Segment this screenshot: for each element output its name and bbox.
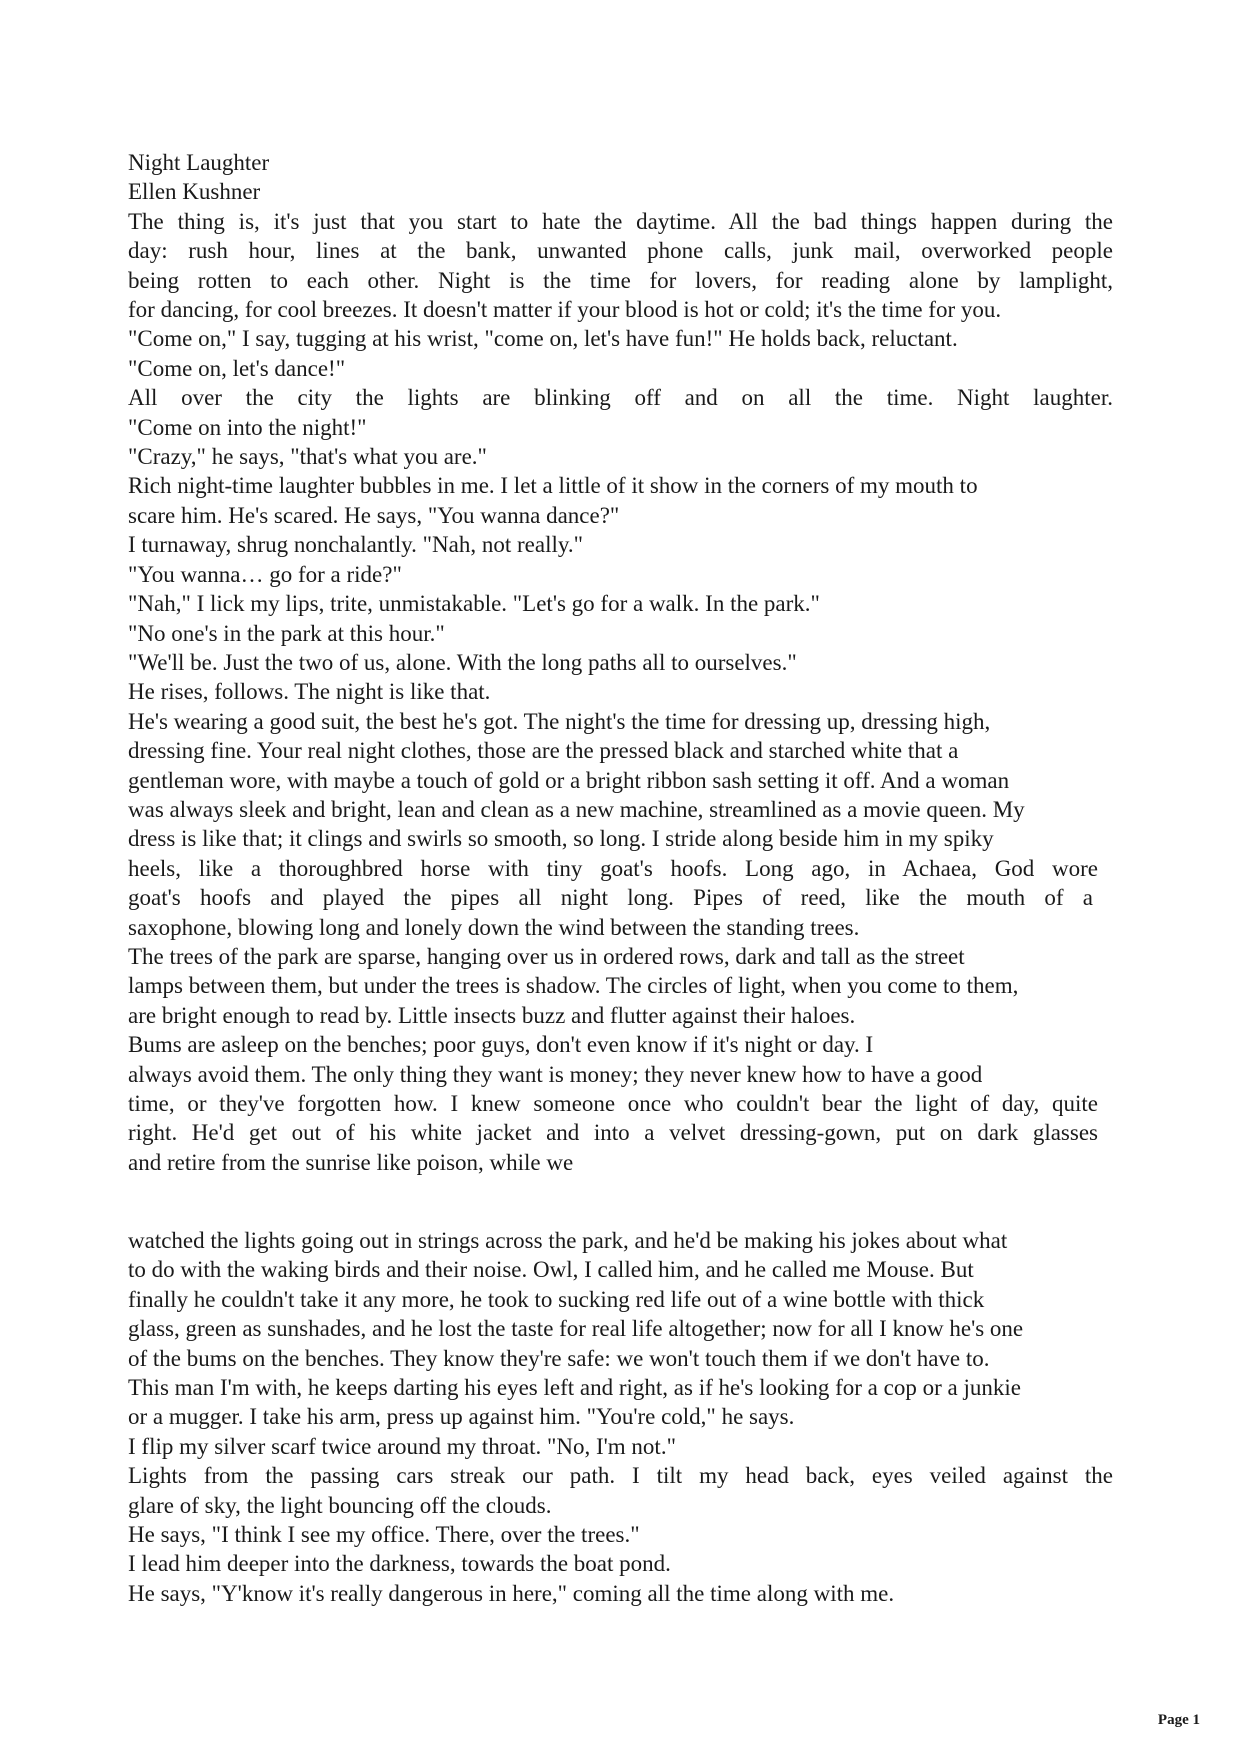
text-line: "Crazy," he says, "that's what you are." [128,444,487,470]
text-line: day: rush hour, lines at the bank, unwanted phone calls, junk mail, overworked people [128,238,1113,264]
text-line: always avoid them. The only thing they want is money; they never knew how to have a good [128,1061,983,1087]
text-line: I flip my silver scarf twice around my throat. "No, I'm not." [128,1433,676,1459]
text-line: glass, green as sunshades, and he lost the taste for real life altogether; now for all I know he's one [128,1316,1024,1342]
text-line: He rises, follows. The night is like that. [128,679,491,705]
text-line: I lead him deeper into the darkness, towards the boat pond. [128,1551,671,1577]
text-line: "Come on, let's dance!" [128,355,346,381]
text-line: I turnaway, shrug nonchalantly. "Nah, not really." [128,532,584,558]
text-line: He's wearing a good suit, the best he's got. The night's the time for dressing up, dressing high, [128,708,991,734]
text-line: watched the lights going out in strings across the park, and he'd be making his jokes about what [128,1228,1008,1253]
text-line: dressing fine. Your real night clothes, those are the pressed black and starched white that a [128,738,959,764]
text-line: scare him. He's scared. He says, "You wanna dance?" [128,502,620,528]
text-line: This man I'm with, he keeps darting his eyes left and right, as if he's looking for a cop or a junkie [128,1375,1021,1401]
page-number: Page 1 [1157,1712,1200,1728]
story-author: Ellen Kushner [128,179,261,205]
text-line: "No one's in the park at this hour." [128,620,445,646]
text-line: time, or they've forgotten how. I knew someone once who couldn't bear the light of day, quite [128,1091,1098,1116]
text-line: and retire from the sunrise like poison, while we [128,1149,574,1175]
text-line: He says, "Y'know it's really dangerous in here," coming all the time along with me. [128,1580,895,1606]
text-line: right. He'd get out of his white jacket and into a velvet dressing-gown, put on dark glasses [128,1120,1098,1146]
text-line: "Come on," I say, tugging at his wrist, "come on, let's have fun!" He holds back, reluctant. [128,326,958,352]
text-line: The thing is, it's just that you start to hate the daytime. All the bad things happen during the [128,208,1113,234]
text-line: gentleman wore, with maybe a touch of gold or a bright ribbon sash setting it off. And a woman [128,767,1010,793]
text-line: are bright enough to read by. Little insects buzz and flutter against their haloes. [128,1002,856,1028]
text-line: Lights from the passing cars streak our path. I tilt my head back, eyes veiled against the [128,1463,1113,1489]
text-line: or a mugger. I take his arm, press up against him. "You're cold," he says. [128,1404,795,1430]
text-line: Bums are asleep on the benches; poor guys, don't even know if it's night or day. I [128,1032,874,1058]
text-line: Rich night-time laughter bubbles in me. I let a little of it show in the corners of my mouth to [128,473,978,499]
story-title: Night Laughter [128,150,270,175]
text-line: dress is like that; it clings and swirls so smooth, so long. I stride along beside him in my spiky [128,826,994,852]
text-block-lower [128,1226,1118,1608]
text-line: saxophone, blowing long and lonely down the wind between the standing trees. [128,914,860,940]
text-line: for dancing, for cool breezes. It doesn't matter if your blood is hot or cold; it's the time for you. [128,297,1002,323]
text-line: "You wanna… go for a ride?" [128,561,402,587]
text-block-upper [128,148,1118,1177]
text-line: The trees of the park are sparse, hanging over us in ordered rows, dark and tall as the street [128,943,965,969]
text-line: "Come on into the night!" [128,414,367,440]
text-line: He says, "I think I see my office. There, over the trees." [128,1522,640,1548]
text-line: goat's hoofs and played the pipes all night long. Pipes of reed, like the mouth of a [128,885,1093,911]
text-line: lamps between them, but under the trees is shadow. The circles of light, when you come to them, [128,973,1019,999]
text-line: to do with the waking birds and their noise. Owl, I called him, and he called me Mouse. But [128,1257,974,1283]
text-line: All over the city the lights are blinking off and on all the time. Night laughter. [128,385,1113,411]
text-line: of the bums on the benches. They know they're safe: we won't touch them if we don't have to. [128,1345,990,1371]
text-line: "We'll be. Just the two of us, alone. With the long paths all to ourselves." [128,649,797,675]
text-line: "Nah," I lick my lips, trite, unmistakable. "Let's go for a walk. In the park." [128,591,820,617]
text-line: being rotten to each other. Night is the time for lovers, for reading alone by lamplight, [128,267,1113,293]
text-line: was always sleek and bright, lean and clean as a new machine, streamlined as a movie queen. My [128,796,1025,822]
text-line: finally he couldn't take it any more, he took to sucking red life out of a wine bottle with thick [128,1286,985,1312]
text-line: heels, like a thoroughbred horse with tiny goat's hoofs. Long ago, in Achaea, God wore [128,855,1098,881]
text-line: glare of sky, the light bouncing off the clouds. [128,1492,552,1518]
